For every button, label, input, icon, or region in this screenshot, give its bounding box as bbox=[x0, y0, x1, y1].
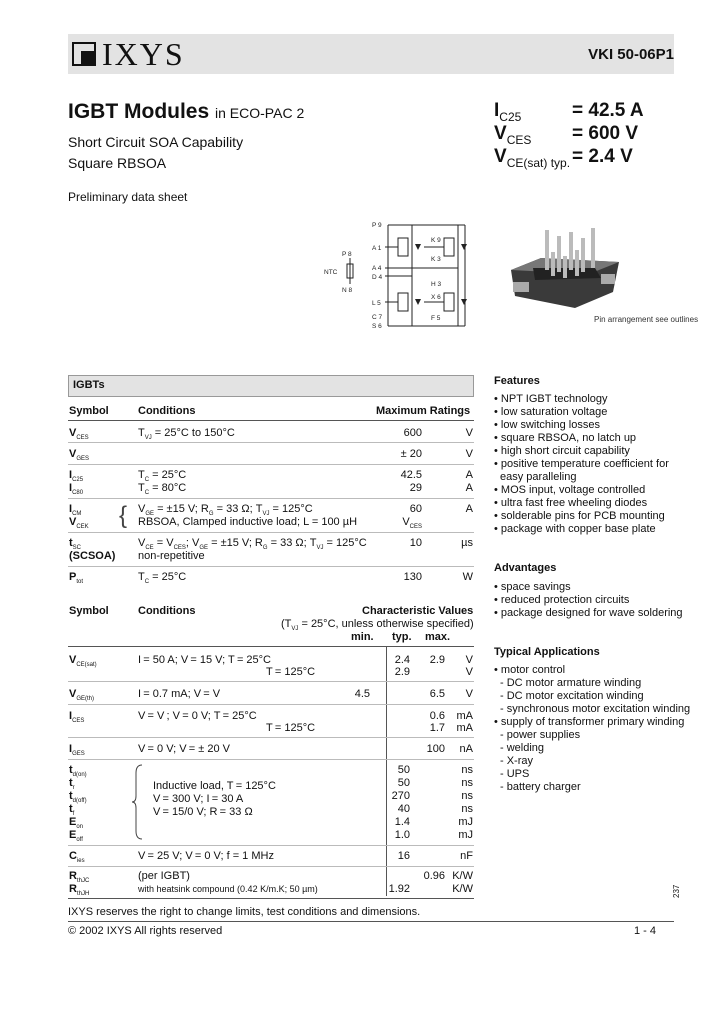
max-cond-ptot: $T_C = 25^\circ C$ bbox=[138, 571, 187, 586]
list-item: • positive temperature coefficient for bbox=[494, 458, 669, 470]
logo-text: IXYS bbox=[102, 35, 185, 72]
char-sym-rthjc: $R_{thJC}$ bbox=[69, 870, 90, 885]
char-cond-iges: V = 0 V; V = ± 20 V bbox=[138, 743, 230, 755]
char-cond-cies: V = 25 V; V = 0 V; f = 1 MHz bbox=[138, 850, 274, 862]
max-val-ic80: 29 bbox=[409, 482, 422, 494]
char-header-max: max. bbox=[425, 631, 451, 643]
list-item: • MOS input, voltage controlled bbox=[494, 484, 646, 496]
max-val-vges: ± 20 bbox=[400, 448, 422, 460]
max-cond-tsc-line2: non-repetitive bbox=[138, 550, 205, 562]
max-val-tsc: 10 bbox=[409, 537, 422, 549]
char-typ-eon: 1.4 bbox=[394, 816, 410, 828]
list-item: • low switching losses bbox=[494, 419, 600, 431]
char-max-ices: 0.6 bbox=[429, 710, 445, 722]
char-sym-vgeth: $V_{GE(th)}$ bbox=[69, 688, 95, 703]
char-typ-tdoff: 270 bbox=[391, 790, 410, 802]
char-unit-ices-2: mA bbox=[456, 722, 473, 734]
rating-vces-symbol: $V_{CES}$ bbox=[494, 123, 532, 147]
char-header-min: min. bbox=[351, 631, 374, 643]
char-unit-eoff: mJ bbox=[458, 829, 473, 841]
divider bbox=[68, 420, 474, 421]
divider bbox=[68, 921, 674, 922]
list-item: - DC motor armature winding bbox=[500, 677, 642, 689]
list-item: - DC motor excitation winding bbox=[500, 690, 644, 702]
rating-ic-symbol: $I_{C25}$ bbox=[494, 100, 522, 124]
rating-vces-value: = 600 V bbox=[572, 123, 639, 144]
list-item: • package designed for wave soldering bbox=[494, 607, 683, 619]
max-header-symbol: Symbol bbox=[69, 405, 109, 417]
char-sym-eon: $E_{on}$ bbox=[69, 816, 84, 831]
list-item: • ultra fast free wheeling diodes bbox=[494, 497, 648, 509]
title-main: IGBT Modules bbox=[68, 100, 210, 123]
char-cond-vcesat-2: T = 125°C bbox=[266, 666, 316, 678]
rating-vcesat-value: = 2.4 V bbox=[572, 146, 633, 167]
company-logo bbox=[68, 34, 185, 74]
char-header-typ: typ. bbox=[392, 631, 412, 643]
list-item: • low saturation voltage bbox=[494, 406, 608, 418]
char-min-vgeth: 4.5 bbox=[354, 688, 370, 700]
list-item: - synchronous motor excitation winding bbox=[500, 703, 691, 715]
divider bbox=[68, 737, 474, 738]
divider bbox=[68, 442, 474, 443]
char-unit-eon: mJ bbox=[458, 816, 473, 828]
divider bbox=[68, 866, 474, 867]
circuit-schematic bbox=[320, 218, 480, 333]
char-sym-iges: $I_{GES}$ bbox=[69, 743, 85, 758]
char-sym-ices: $I_{CES}$ bbox=[69, 710, 85, 725]
ntc-label: NTC bbox=[324, 269, 338, 276]
features-title: Features bbox=[494, 375, 540, 387]
char-unit-tdon: ns bbox=[461, 764, 473, 776]
footer-disclaimer: IXYS reserves the right to change limits, test conditions and dimensions. bbox=[68, 906, 421, 918]
char-sym-cies: $C_{ies}$ bbox=[69, 850, 85, 865]
divider bbox=[68, 845, 474, 846]
applications-title: Typical Applications bbox=[494, 646, 600, 658]
section-bar-igbts: IGBTs bbox=[68, 375, 474, 397]
max-sym-tsc: $t_{SC}$ bbox=[69, 537, 82, 552]
char-sym-tr: $t_r$ bbox=[69, 777, 75, 792]
max-val-icm: 60 bbox=[409, 503, 422, 515]
char-max-iges: 100 bbox=[426, 743, 445, 755]
char-typ-vcesat-2: 2.9 bbox=[394, 666, 410, 678]
max-unit-icm: A bbox=[465, 503, 473, 515]
list-item: - UPS bbox=[500, 768, 530, 780]
pin-k3: K 3 bbox=[431, 256, 441, 263]
max-val-ic25: 42.5 bbox=[400, 469, 422, 481]
max-cond-vces: $T_{VJ} = 25^\circ C$ to 150°C bbox=[138, 427, 235, 442]
list-item: • square RBSOA, no latch up bbox=[494, 432, 637, 444]
char-unit-tf: ns bbox=[461, 803, 473, 815]
char-unit-vgeth: V bbox=[465, 688, 473, 700]
char-typ-tf: 40 bbox=[397, 803, 410, 815]
list-item: easy paralleling bbox=[500, 471, 577, 483]
char-unit-tr: ns bbox=[461, 777, 473, 789]
max-sym-ic80: $I_{C80}$ bbox=[69, 482, 84, 497]
advantages-title: Advantages bbox=[494, 562, 557, 574]
char-cond-switch-1: Inductive load, T = 125°C bbox=[153, 780, 276, 792]
page-title bbox=[68, 100, 304, 124]
char-header-values: Characteristic Values bbox=[362, 605, 474, 617]
pin-c7: C 7 bbox=[372, 314, 383, 321]
char-header-conditions: Conditions bbox=[138, 605, 196, 617]
pin-x6: X 6 bbox=[431, 294, 441, 301]
char-unit-iges: nA bbox=[459, 743, 473, 755]
max-sym-vces: $V_{CES}$ bbox=[69, 427, 89, 442]
rating-vcesat-symbol: $V_{CE(sat) typ.}$ bbox=[494, 146, 571, 170]
char-max-ices-2: 1.7 bbox=[429, 722, 445, 734]
divider bbox=[68, 898, 474, 899]
max-cond-tsc: $V_{CE} = V_{CES}$; $V_{GE} = \pm 15$ V; $R_G = 33$ Ω; $T_{VJ} = 125^\circ C$ bbox=[138, 537, 367, 552]
max-sym-scsoa: (SCSOA) bbox=[69, 550, 116, 562]
pin-h3: H 3 bbox=[431, 281, 442, 288]
subtitle-2: Square RBSOA bbox=[68, 155, 167, 171]
pin-a4: A 4 bbox=[372, 265, 382, 272]
char-typ-rthjh: 1.92 bbox=[388, 883, 410, 895]
rating-ic-value: = 42.5 A bbox=[572, 100, 644, 121]
max-header-conditions: Conditions bbox=[138, 405, 196, 417]
brace-icon bbox=[130, 763, 146, 841]
char-cond-rthjh: with heatsink compound (0.42 K/m.K; 50 µm) bbox=[138, 884, 318, 894]
divider bbox=[68, 532, 474, 533]
char-cond-switch-2: V = 300 V; I = 30 A bbox=[153, 793, 244, 805]
char-unit-rthjc: K/W bbox=[452, 870, 473, 882]
list-item: • motor control bbox=[494, 664, 566, 676]
divider bbox=[68, 704, 474, 705]
ntc-pin-n8: N 8 bbox=[342, 287, 353, 294]
pin-f5: F 5 bbox=[431, 315, 441, 322]
photo-caption: Pin arrangement see outlines bbox=[594, 315, 699, 324]
title-suffix: in ECO-PAC 2 bbox=[215, 105, 305, 121]
max-unit-ptot: W bbox=[462, 571, 473, 583]
char-cond-switch-3: V = 15/0 V; R = 33 Ω bbox=[153, 806, 253, 818]
max-val-ptot: 130 bbox=[403, 571, 422, 583]
list-item: - power supplies bbox=[500, 729, 581, 741]
char-sym-tdoff: $t_{d(off)}$ bbox=[69, 790, 87, 805]
char-unit-rthjh: K/W bbox=[452, 883, 473, 895]
pin-s6: S 6 bbox=[372, 323, 382, 330]
max-sym-ptot: $P_{tot}$ bbox=[69, 571, 84, 586]
list-item: - welding bbox=[500, 742, 545, 754]
list-item: • space savings bbox=[494, 581, 571, 593]
max-header-ratings: Maximum Ratings bbox=[376, 405, 471, 417]
max-unit-ic25: A bbox=[465, 469, 473, 481]
list-item: • reduced protection circuits bbox=[494, 594, 630, 606]
page-number: 1 - 4 bbox=[634, 925, 657, 937]
char-cond-vgeth: I = 0.7 mA; V = V bbox=[138, 688, 221, 700]
char-max-vcesat: 2.9 bbox=[429, 654, 445, 666]
char-sym-tf: $t_f$ bbox=[69, 803, 75, 818]
pin-d4: D 4 bbox=[372, 274, 383, 281]
max-unit-ic80: A bbox=[465, 482, 473, 494]
char-sym-rthjh: $R_{thJH}$ bbox=[69, 883, 90, 898]
divider bbox=[68, 646, 474, 647]
max-cond-ic25: $T_C = 25^\circ C$ bbox=[138, 469, 187, 484]
char-cond-vcesat: I = 50 A; V = 15 V; T = 25°C bbox=[138, 654, 272, 666]
list-item: - battery charger bbox=[500, 781, 581, 793]
logo-mark-icon bbox=[72, 42, 96, 66]
char-header-note: ($T_{VJ} = 25^\circ C$, unless otherwise specified) bbox=[281, 618, 474, 633]
list-item: - X-ray bbox=[500, 755, 533, 767]
max-unit-vges: V bbox=[465, 448, 473, 460]
max-sym-icm: $I_{CM}$ bbox=[69, 503, 82, 518]
char-cond-ices-2: T = 125°C bbox=[266, 722, 316, 734]
list-item: • high short circuit capability bbox=[494, 445, 630, 457]
char-sym-eoff: $E_{off}$ bbox=[69, 829, 83, 844]
pin-l5: L 5 bbox=[372, 300, 381, 307]
prelim-label: Preliminary data sheet bbox=[68, 190, 188, 204]
max-val-vcek: $V_{CES}$ bbox=[402, 516, 422, 531]
char-typ-tdon: 50 bbox=[397, 764, 410, 776]
brace-icon: { bbox=[119, 502, 128, 529]
divider bbox=[68, 566, 474, 567]
divider bbox=[68, 759, 474, 760]
list-item: • supply of transformer primary winding bbox=[494, 716, 685, 728]
char-header-symbol: Symbol bbox=[69, 605, 109, 617]
footer-copyright: © 2002 IXYS All rights reserved bbox=[68, 925, 223, 937]
char-unit-tdoff: ns bbox=[461, 790, 473, 802]
max-cond-ic80: $T_C = 80^\circ C$ bbox=[138, 482, 187, 497]
module-photo bbox=[505, 222, 625, 312]
pin-a1: A 1 bbox=[372, 245, 382, 252]
list-item: • package with copper base plate bbox=[494, 523, 656, 535]
max-val-vces: 600 bbox=[403, 427, 422, 439]
char-sym-vcesat: $V_{CE(sat)}$ bbox=[69, 654, 97, 669]
list-item: • solderable pins for PCB mounting bbox=[494, 510, 665, 522]
divider bbox=[68, 464, 474, 465]
max-cond-vcek: RBSOA, Clamped inductive load; L = 100 µH bbox=[138, 516, 358, 528]
char-typ-eoff: 1.0 bbox=[394, 829, 410, 841]
max-sym-ic25: $I_{C25}$ bbox=[69, 469, 84, 484]
max-sym-vcek: $V_{CEK}$ bbox=[69, 516, 89, 531]
char-typ-vcesat: 2.4 bbox=[394, 654, 410, 666]
max-cond-icm: $V_{GE} = \pm 15$ V; $R_G = 33$ Ω; $T_{VJ} = 125^\circ C$ bbox=[138, 503, 313, 518]
part-number: VKI 50-06P1 bbox=[588, 46, 674, 63]
char-typ-cies: 16 bbox=[397, 850, 410, 862]
char-max-vgeth: 6.5 bbox=[429, 688, 445, 700]
pin-p9: P 9 bbox=[372, 222, 382, 229]
max-unit-tsc: µs bbox=[461, 537, 473, 549]
char-typ-tr: 50 bbox=[397, 777, 410, 789]
list-item: • NPT IGBT technology bbox=[494, 393, 608, 405]
char-cond-ices: V = V ; V = 0 V; T = 25°C bbox=[138, 710, 257, 722]
pin-k9: K 9 bbox=[431, 237, 441, 244]
doc-code: 237 bbox=[672, 884, 681, 898]
max-sym-vges: $V_{GES}$ bbox=[69, 448, 90, 463]
divider bbox=[68, 681, 474, 682]
char-cond-rthjc: (per IGBT) bbox=[138, 870, 190, 882]
char-unit-ices: mA bbox=[456, 710, 473, 722]
divider bbox=[68, 498, 474, 499]
char-sym-tdon: $t_{d(on)}$ bbox=[69, 764, 87, 779]
subtitle-1: Short Circuit SOA Capability bbox=[68, 134, 244, 150]
char-unit-vcesat-2: V bbox=[465, 666, 473, 678]
char-unit-cies: nF bbox=[460, 850, 473, 862]
char-unit-vcesat: V bbox=[465, 654, 473, 666]
max-unit-vces: V bbox=[465, 427, 473, 439]
char-max-rthjc: 0.96 bbox=[423, 870, 445, 882]
ntc-pin-p8: P 8 bbox=[342, 251, 352, 258]
